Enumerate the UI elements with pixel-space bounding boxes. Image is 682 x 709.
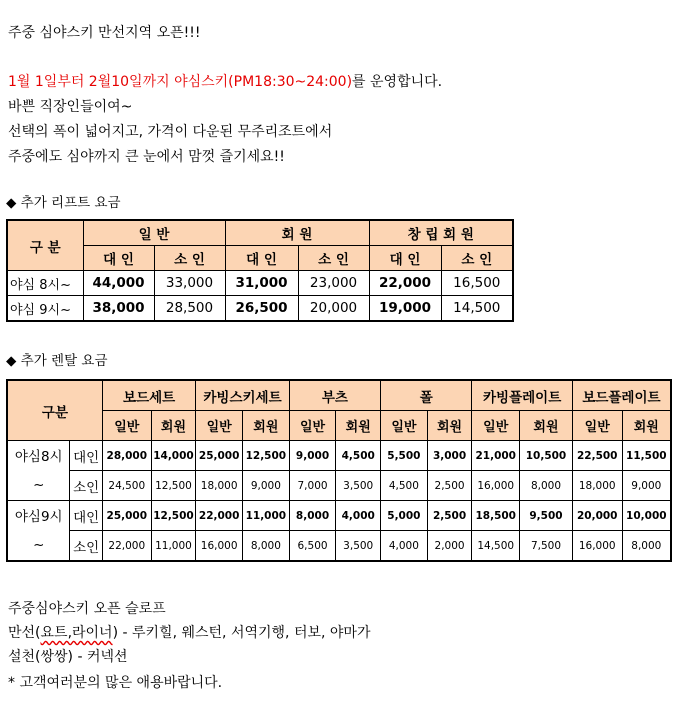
price-cell: 16,000 (472, 471, 520, 501)
price-cell: 10,500 (520, 441, 573, 471)
price-cell: 10,000 (622, 501, 671, 531)
price-cell: 12,500 (151, 501, 196, 531)
price-cell: 8,000 (520, 471, 573, 501)
lift-sub-header: 대 인 (369, 246, 441, 271)
price-cell: 4,500 (381, 471, 428, 501)
price-cell: 18,000 (572, 471, 622, 501)
price-cell: 19,000 (369, 296, 441, 322)
price-cell: 24,500 (102, 471, 151, 501)
price-cell: 28,500 (154, 296, 225, 322)
rental-group-header: 보드플레이트 (572, 380, 671, 411)
price-cell: 16,500 (441, 271, 513, 296)
rental-heading: ◆ 추가 렌탈 요금 (6, 353, 108, 369)
price-cell: 20,000 (572, 501, 622, 531)
lift-sub-header: 소 인 (441, 246, 513, 271)
intro-schedule (8, 71, 442, 91)
price-cell: 3,500 (336, 531, 381, 562)
intro-line5: 주중에도 심야까지 큰 눈에서 맘껏 즐기세요!! (8, 149, 285, 165)
slopes-note: * 고객여러분의 많은 애용바랍니다. (8, 675, 223, 691)
table-row (7, 271, 513, 296)
price-cell: 9,000 (289, 441, 336, 471)
price-cell: 9,000 (622, 471, 671, 501)
price-cell: 12,500 (151, 471, 196, 501)
table-row (7, 296, 513, 322)
price-cell: 8,000 (622, 531, 671, 562)
schedule-highlight: 1월 1일부터 2월10일까지 야심스키(PM18:30~24:00) (8, 74, 353, 90)
price-cell: 22,500 (572, 441, 622, 471)
price-cell: 2,500 (427, 471, 472, 501)
price-cell: 16,000 (572, 531, 622, 562)
price-cell: 5,000 (381, 501, 428, 531)
intro-line4: 선택의 폭이 넓어지고, 가격이 다운된 무주리조트에서 (8, 124, 333, 140)
price-cell: 44,000 (83, 271, 154, 296)
rental-sub-header: 일반 (472, 411, 520, 441)
rental-group-header: 보드세트 (102, 380, 195, 411)
price-cell: 26,500 (225, 296, 298, 322)
price-cell: 9,500 (520, 501, 573, 531)
table-row (7, 441, 671, 471)
price-cell: 3,500 (336, 471, 381, 501)
lift-group-header: 회 원 (225, 220, 369, 246)
price-cell: 31,000 (225, 271, 298, 296)
rental-group-header: 폴 (381, 380, 472, 411)
lift-group-header: 창 립 회 원 (369, 220, 513, 246)
price-cell: 8,000 (243, 531, 290, 562)
lift-group-header: 일 반 (83, 220, 225, 246)
price-cell: 7,500 (520, 531, 573, 562)
lift-price-table (6, 219, 514, 322)
rental-sub-label: 소인 (70, 531, 102, 562)
price-cell: 25,000 (196, 441, 243, 471)
rental-sub-header: 일반 (381, 411, 428, 441)
rental-group-header: 부츠 (289, 380, 380, 411)
rental-sub-header: 회원 (520, 411, 573, 441)
rental-sub-label: 대인 (70, 441, 102, 471)
price-cell: 11,000 (151, 531, 196, 562)
lift-sub-header: 소 인 (298, 246, 369, 271)
price-cell: 28,000 (102, 441, 151, 471)
price-cell: 7,000 (289, 471, 336, 501)
row-label: 야심 9시~ (7, 296, 83, 322)
price-cell: 14,500 (472, 531, 520, 562)
group-tilde: ~ (33, 536, 45, 553)
rental-corner: 구분 (7, 380, 102, 441)
rental-sub-header: 회원 (243, 411, 290, 441)
price-cell: 5,500 (381, 441, 428, 471)
price-cell: 18,500 (472, 501, 520, 531)
slopes-line1-suffix: ) - 루키힐, 웨스턴, 서역기행, 터보, 야마가 (112, 625, 371, 641)
price-cell: 22,000 (102, 531, 151, 562)
rental-sub-header: 일반 (196, 411, 243, 441)
price-cell: 14,000 (151, 441, 196, 471)
rental-group-label (7, 441, 70, 501)
lift-corner: 구 분 (7, 220, 83, 271)
intro-title: 주중 심야스키 만선지역 오픈!!! (8, 25, 201, 41)
slopes-title: 주중심야스키 오픈 슬로프 (8, 601, 166, 617)
price-cell: 22,000 (196, 501, 243, 531)
price-cell: 16,000 (196, 531, 243, 562)
rental-group-header: 카빙스키세트 (196, 380, 289, 411)
rental-sub-label: 소인 (70, 471, 102, 501)
price-cell: 2,500 (427, 501, 472, 531)
lift-sub-header: 대 인 (83, 246, 154, 271)
rental-sub-header: 회원 (336, 411, 381, 441)
price-cell: 12,500 (243, 441, 290, 471)
price-cell: 2,000 (427, 531, 472, 562)
price-cell: 6,500 (289, 531, 336, 562)
rental-group-label (7, 501, 70, 562)
rental-sub-header: 일반 (572, 411, 622, 441)
slopes-line2: 설천(쌍쌍) - 커넥션 (8, 649, 128, 665)
price-cell: 14,500 (441, 296, 513, 322)
rental-group-header: 카빙플레이트 (472, 380, 572, 411)
intro-line3: 바쁜 직장인들이여~ (8, 99, 133, 115)
group-time: 야심8시 (14, 448, 63, 465)
table-row (7, 501, 671, 531)
schedule-suffix: 를 운영합니다. (352, 74, 443, 90)
price-cell: 4,000 (336, 501, 381, 531)
price-cell: 33,000 (154, 271, 225, 296)
price-cell: 23,000 (298, 271, 369, 296)
price-cell: 9,000 (243, 471, 290, 501)
rental-sub-label: 대인 (70, 501, 102, 531)
price-cell: 22,000 (369, 271, 441, 296)
lift-sub-header: 대 인 (225, 246, 298, 271)
rental-sub-header: 일반 (102, 411, 151, 441)
rental-sub-header: 회원 (622, 411, 671, 441)
slopes-line1-prefix: 만선( (8, 625, 41, 641)
price-cell: 11,500 (622, 441, 671, 471)
table-row (7, 531, 671, 562)
rental-sub-header: 회원 (427, 411, 472, 441)
price-cell: 3,000 (427, 441, 472, 471)
group-time: 야심9시 (14, 508, 63, 525)
rental-sub-header: 일반 (289, 411, 336, 441)
rental-sub-header: 회원 (151, 411, 196, 441)
price-cell: 11,000 (243, 501, 290, 531)
lift-heading: ◆ 추가 리프트 요금 (6, 195, 121, 211)
group-tilde: ~ (33, 476, 45, 493)
slopes-line1-wavy: 요트,라이너 (40, 625, 113, 641)
row-label: 야심 8시~ (7, 271, 83, 296)
price-cell: 38,000 (83, 296, 154, 322)
table-row (7, 471, 671, 501)
price-cell: 8,000 (289, 501, 336, 531)
lift-sub-header: 소 인 (154, 246, 225, 271)
price-cell: 4,500 (336, 441, 381, 471)
price-cell: 21,000 (472, 441, 520, 471)
price-cell: 4,000 (381, 531, 428, 562)
slopes-line1 (8, 622, 370, 642)
price-cell: 25,000 (102, 501, 151, 531)
price-cell: 20,000 (298, 296, 369, 322)
price-cell: 18,000 (196, 471, 243, 501)
rental-price-table (6, 379, 672, 562)
